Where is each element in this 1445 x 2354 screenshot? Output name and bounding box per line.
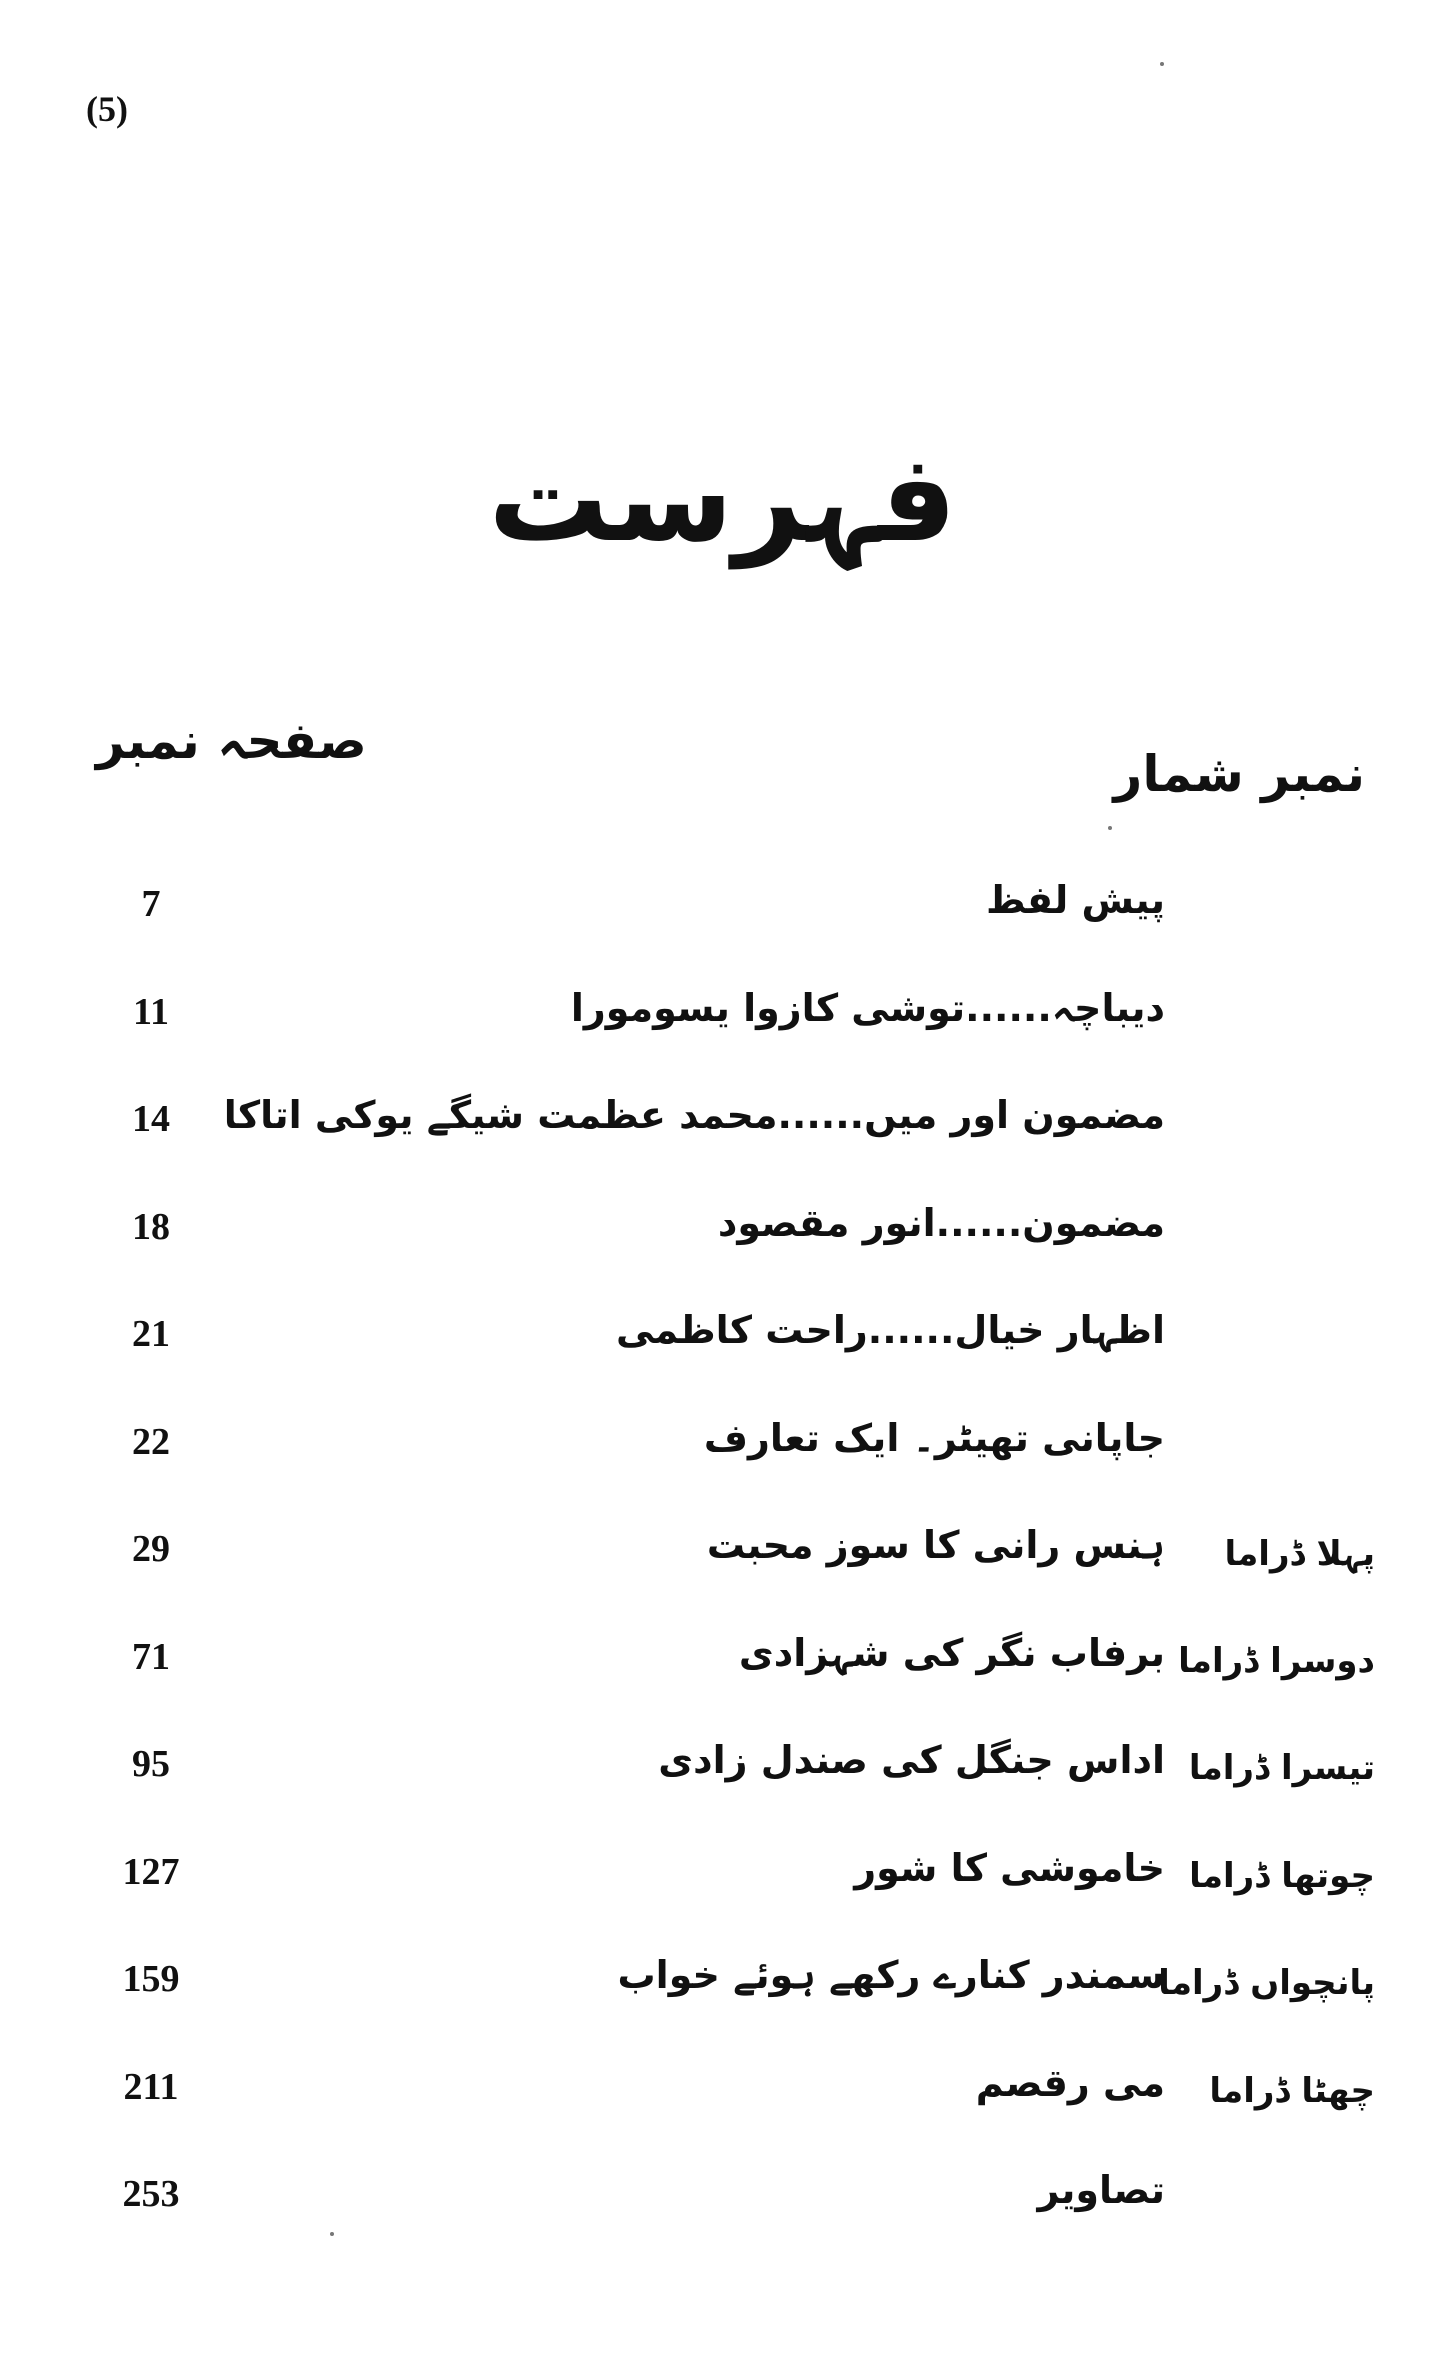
- toc-page-number: 29: [132, 1528, 170, 1570]
- serial-number-column-header: نمبر شمار: [1113, 745, 1365, 803]
- toc-entry-title: خاموشی کا شور: [854, 1845, 1165, 1890]
- toc-entry-title: برفاب نگر کی شہزادی: [738, 1630, 1165, 1675]
- toc-row: [0, 1613, 1445, 1721]
- toc-entry-label: پانچواں ڈراما: [1158, 1963, 1375, 2003]
- page-title: فہرست: [488, 430, 957, 569]
- toc-row: [0, 1398, 1445, 1506]
- toc-entry-label: چوتھا ڈراما: [1189, 1855, 1375, 1896]
- toc-entry-title: اداس جنگل کی صندل زادی: [658, 1738, 1165, 1782]
- toc-page-number: 22: [132, 1420, 170, 1463]
- toc-page-number: 71: [132, 1635, 170, 1678]
- scan-speck: [1160, 62, 1164, 66]
- toc-page-number: 211: [123, 2065, 179, 2108]
- toc-entry-title: پیش لفظ: [985, 878, 1165, 922]
- toc-entry-label: چھٹا ڈراما: [1209, 2070, 1375, 2111]
- toc-row: [0, 860, 1445, 968]
- toc-entry-label: پہلا ڈراما: [1224, 1534, 1375, 1574]
- toc-page-number: 14: [132, 1098, 170, 1140]
- toc-row: [0, 2150, 1445, 2258]
- toc-row: [0, 1720, 1445, 1828]
- toc-entry-title: دیباچہ......توشی کازوا یسومورا: [570, 985, 1165, 1030]
- toc-entry-title: سمندر کنارے رکھے ہوئے خواب: [617, 1953, 1165, 1997]
- table-of-contents: [0, 860, 1445, 2258]
- toc-page-number: 11: [133, 990, 169, 1033]
- toc-row: [0, 1075, 1445, 1183]
- toc-row: [0, 1505, 1445, 1613]
- toc-page-number: 7: [141, 883, 161, 925]
- toc-row: [0, 1290, 1445, 1398]
- toc-row: [0, 1183, 1445, 1291]
- toc-row: [0, 1828, 1445, 1936]
- toc-page-number: 253: [122, 2173, 180, 2215]
- toc-page-number: 18: [132, 1205, 170, 1248]
- toc-entry-title: مضمون اور میں......محمد عظمت شیگے یوکی اتاکا: [223, 1093, 1165, 1137]
- toc-page-number: 127: [122, 1850, 180, 1893]
- toc-entry-title: مضمون......انور مقصود: [717, 1200, 1165, 1245]
- toc-page-number: 159: [122, 1958, 180, 2000]
- scan-speck: [1108, 826, 1112, 830]
- toc-entry-title: اظہار خیال......راحت کاظمی: [615, 1308, 1165, 1352]
- toc-entry-title: می رقصم: [975, 2060, 1165, 2105]
- scan-speck: [330, 2232, 334, 2236]
- toc-page-number: 95: [132, 1743, 170, 1785]
- page-number-column-header: صفحہ نمبر: [96, 712, 367, 770]
- toc-entry-title: جاپانی تھیٹر۔ ایک تعارف: [703, 1415, 1165, 1460]
- toc-entry-label: دوسرا ڈراما: [1178, 1640, 1375, 1681]
- toc-entry-title: ہنس رانی کا سوز محبت: [706, 1523, 1165, 1567]
- toc-page-number: 21: [132, 1313, 170, 1355]
- toc-row: [0, 1935, 1445, 2043]
- toc-entry-label: تیسرا ڈراما: [1188, 1748, 1375, 1788]
- toc-entry-title: تصاویر: [1037, 2168, 1165, 2212]
- page-number: (5): [86, 89, 128, 129]
- toc-row: [0, 968, 1445, 1076]
- toc-row: [0, 2043, 1445, 2151]
